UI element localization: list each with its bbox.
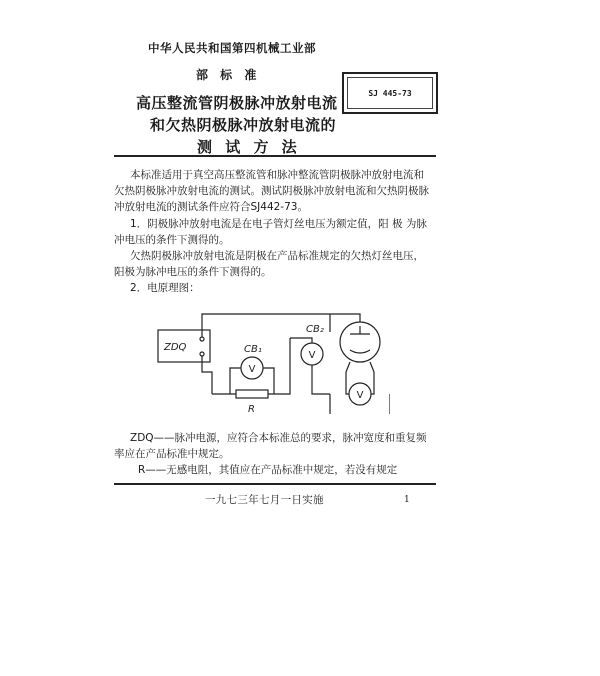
intro-text: 本标准适用于真空高压整流管和脉冲整流管阴极脉冲放射电流和欠热阴极脉冲放射电流的测试。测试阴极脉冲放射电流和欠热阴极脉冲放射电流的测试条件应符合SJ442-73。	[114, 169, 429, 213]
zdq-note-text: ZDQ——脉冲电源，应符合本标准总的要求，脉冲宽度和重复频率应在产品标准中规定。	[114, 432, 427, 460]
intro-paragraph	[114, 167, 434, 215]
top-rule	[114, 155, 436, 157]
standard-number-box	[342, 72, 438, 114]
title-line-1: 高压整流管阴极脉冲放射电流	[136, 94, 338, 112]
item-1b-paragraph	[114, 248, 434, 280]
standard-type: 部 标 准	[196, 68, 261, 82]
standard-number: SJ 445-73	[347, 77, 433, 109]
r-label: R	[248, 404, 255, 415]
zdq-terminal-bottom	[200, 352, 204, 356]
r-note-paragraph: R——无感电阻，其值应在产品标准中规定，若没有规定	[138, 464, 398, 476]
zdq-label: ZDQ	[164, 342, 187, 353]
effective-date: 一九七三年七月一日实施	[205, 494, 324, 506]
top-wire	[202, 314, 360, 337]
item-1-text: 1．阴极脉冲放射电流是在电子管灯丝电压为额定值，阳 极 为脉冲电压的条件下测得的。	[114, 218, 427, 246]
cb1-v-symbol: V	[248, 364, 256, 375]
tube-filament-leads	[346, 362, 374, 372]
item-1b-text: 欠热阴极脉冲放射电流是阴极在产品标准规定的欠热灯丝电压，阳极为脉冲电压的条件下测得的。	[114, 250, 424, 278]
r-wire-right	[268, 338, 290, 394]
circuit-diagram	[150, 302, 390, 422]
cb2-v-symbol: V	[308, 350, 316, 361]
title-line-3: 测 试 方 法	[197, 138, 301, 156]
tube-anode	[350, 326, 370, 334]
r-resistor	[236, 390, 268, 398]
cb2-label: CB₂	[306, 324, 324, 335]
cb2-leads	[290, 338, 330, 394]
title-line-2: 和欠热阴极脉冲放射电流的	[150, 116, 337, 134]
heater-v-symbol: V	[356, 390, 364, 401]
cb1-to-r-leads	[230, 384, 274, 394]
item-2-heading: 2．电原理图：	[130, 282, 200, 294]
bottom-rule	[114, 483, 436, 485]
zdq-note-paragraph	[114, 430, 434, 462]
zdq-terminal-top	[200, 337, 204, 341]
tube-cathode	[350, 350, 370, 353]
cb1-label: CB₁	[244, 344, 262, 355]
page-number: 1	[404, 495, 410, 505]
item-1-paragraph	[114, 216, 434, 248]
ministry-name: 中华人民共和国第四机械工业部	[148, 41, 316, 55]
